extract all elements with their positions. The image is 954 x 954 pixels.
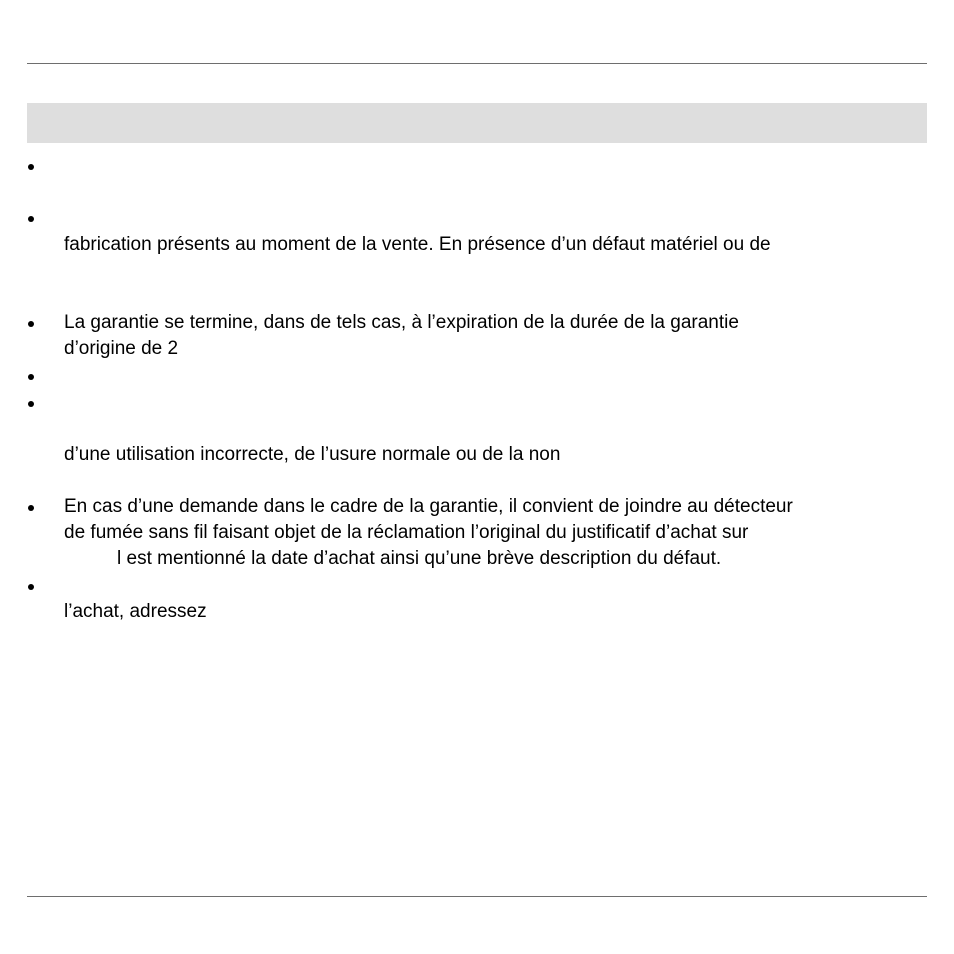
text-line-fumee: de fumée sans fil faisant objet de la réclamation l’original du justificatif d’achat sur	[64, 522, 749, 543]
bottom-rule	[27, 896, 927, 897]
text-line-demande-garantie: En cas d’une demande dans le cadre de la garantie, il convient de joindre au détecteur	[64, 496, 793, 517]
bullet-6	[27, 502, 39, 514]
bullet-5	[27, 398, 39, 410]
text-line-utilisation: d’une utilisation incorrecte, de l’usure normale ou de la non	[64, 444, 561, 465]
bullet-3	[27, 318, 39, 330]
text-line-adressez: l’achat, adressez	[64, 601, 207, 622]
text-line-date-achat: l est mentionné la date d’achat ainsi qu’une brève description du défaut.	[117, 548, 722, 569]
section-header-bar	[27, 103, 927, 143]
text-line-fabrication: fabrication présents au moment de la vente. En présence d’un défaut matériel ou de	[64, 234, 771, 255]
bullet-2	[27, 213, 39, 225]
top-rule	[27, 63, 927, 64]
bullet-4	[27, 371, 39, 383]
text-line-origine: d’origine de 2	[64, 338, 179, 359]
bullet-7	[27, 581, 39, 593]
bullet-1	[27, 161, 39, 173]
text-line-garantie-termine: La garantie se termine, dans de tels cas, à l’expiration de la durée de la garantie	[64, 312, 739, 333]
